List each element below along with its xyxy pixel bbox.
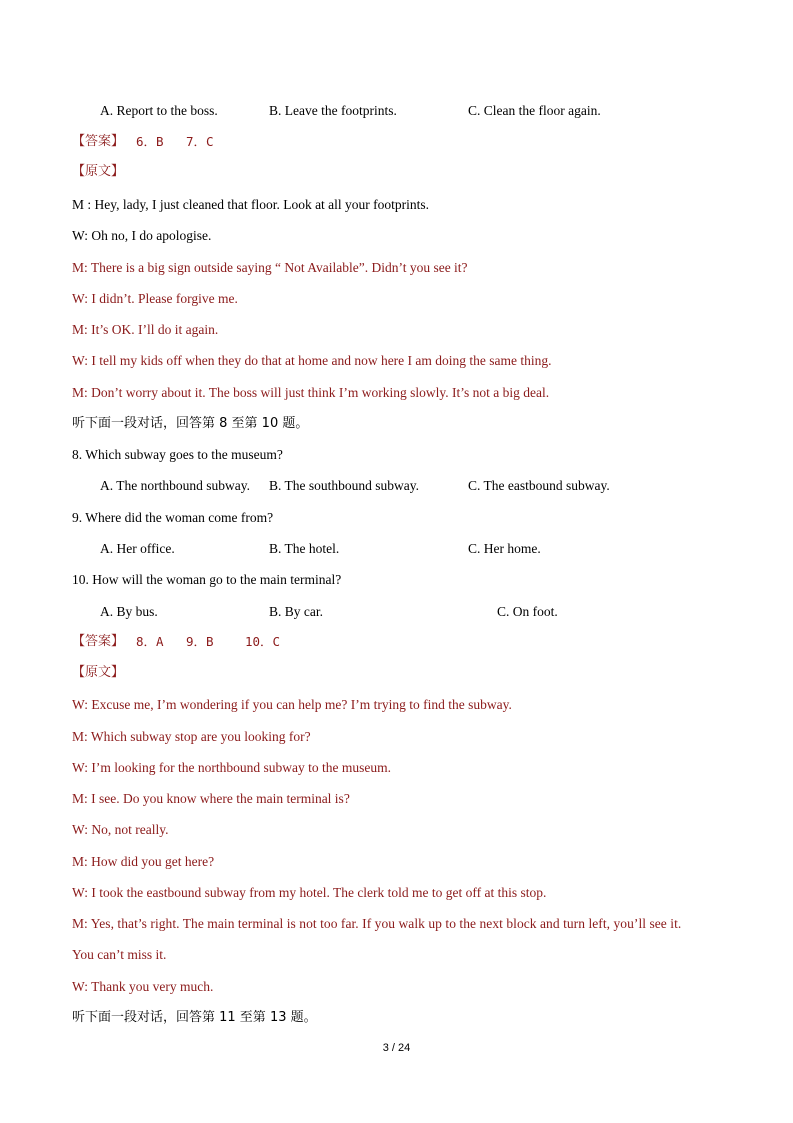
answer-item: 7．C: [186, 134, 214, 149]
option-b: B. The southbound subway.: [269, 478, 419, 493]
page-number: 3 / 24: [382, 1042, 411, 1054]
q7-option-b: B. Leave the footprints.: [269, 103, 397, 118]
option-a: A. By bus.: [100, 604, 158, 619]
answer-label: 【答案】: [72, 134, 125, 149]
option-b: B. By car.: [269, 604, 323, 619]
answer-label: 【答案】: [72, 634, 125, 649]
option-a: A. The northbound subway.: [100, 478, 250, 493]
option-a: A. Her office.: [100, 541, 175, 556]
option-c: C. Her home.: [468, 541, 541, 556]
answer-item: 6．B: [136, 134, 164, 149]
q7-option-a: A. Report to the boss.: [100, 103, 218, 118]
answer-item: 9．B: [186, 634, 214, 649]
option-c: C. The eastbound subway.: [468, 478, 610, 493]
q7-option-c: C. Clean the floor again.: [468, 103, 601, 118]
answer-item: 10．C: [245, 634, 281, 649]
option-b: B. The hotel.: [269, 541, 340, 556]
option-c: C. On foot.: [497, 604, 558, 619]
answer-item: 8．A: [136, 634, 164, 649]
